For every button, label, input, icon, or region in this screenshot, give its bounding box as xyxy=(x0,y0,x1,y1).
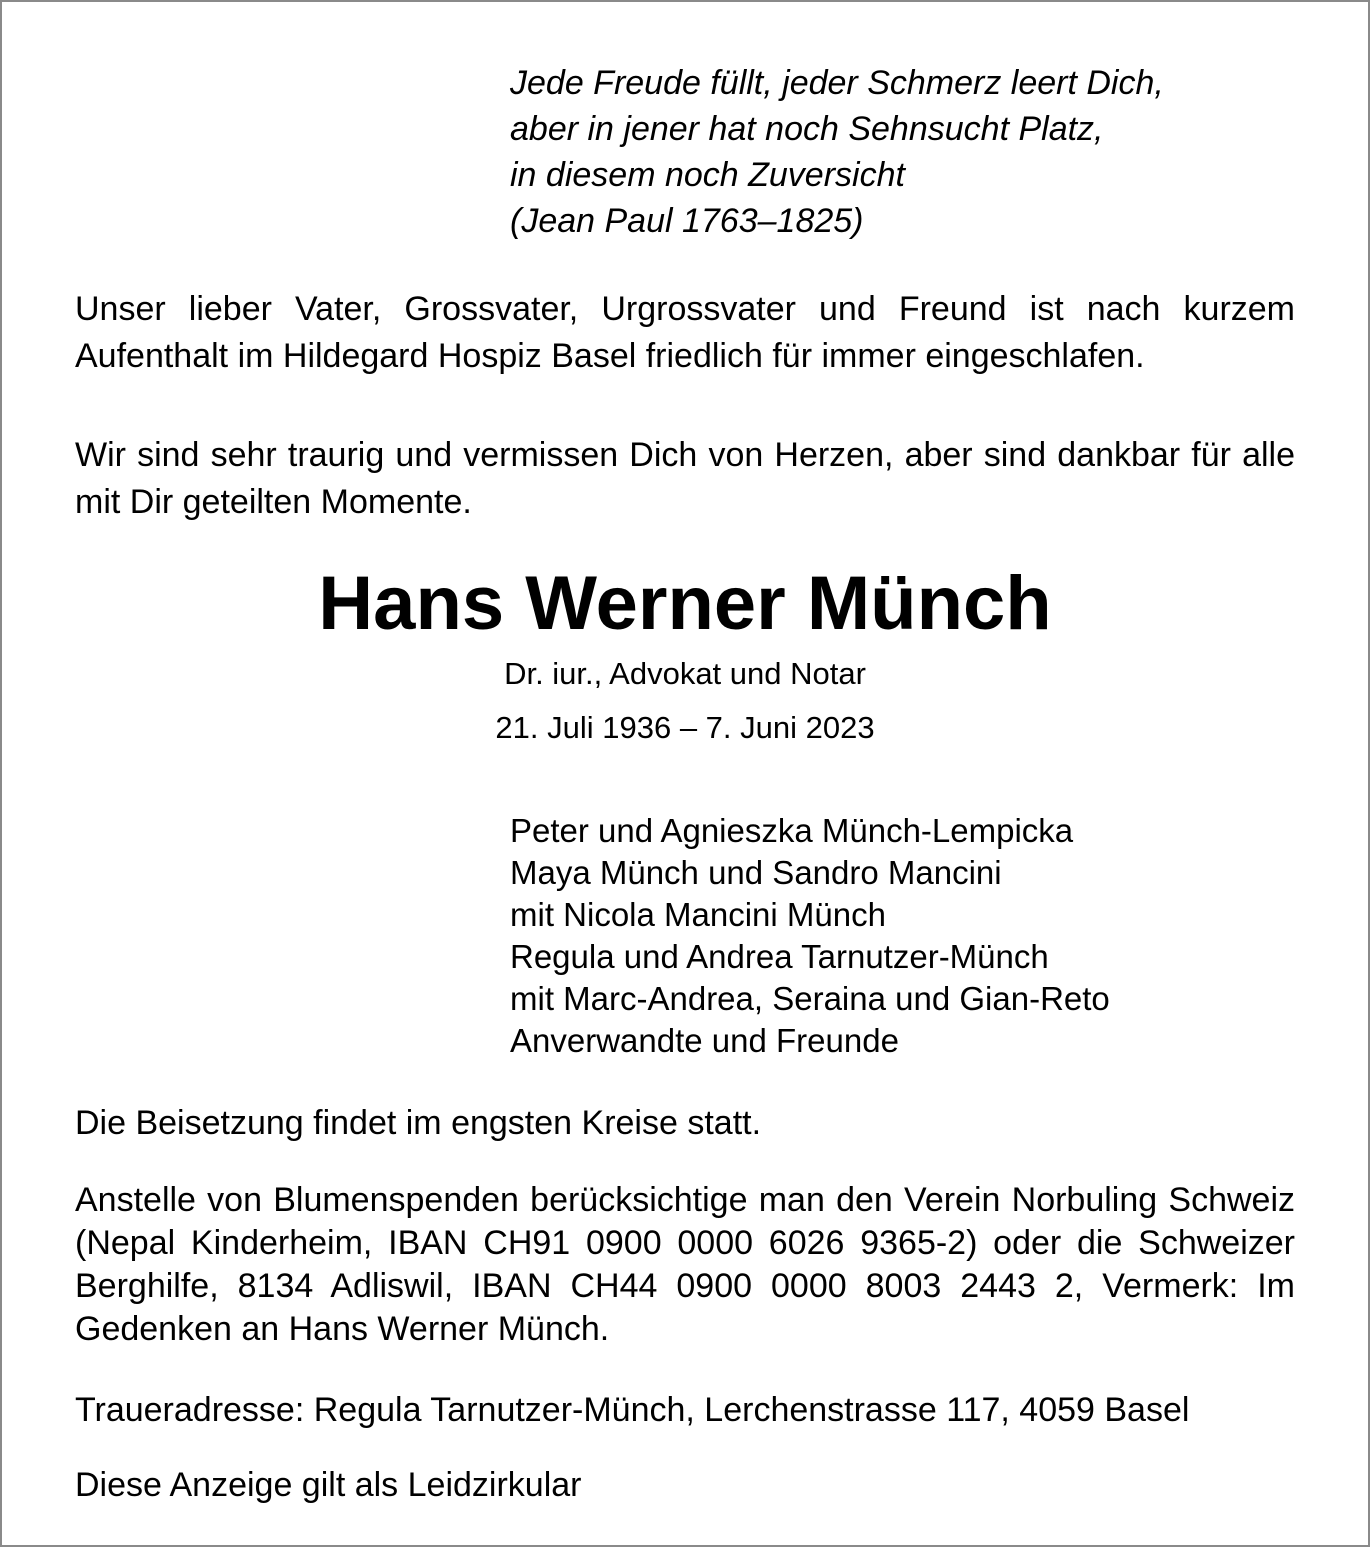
mourner-line-5: mit Marc-Andrea, Seraina und Gian-Reto xyxy=(510,980,1110,1017)
deceased-title: Dr. iur., Advokat und Notar xyxy=(504,656,866,691)
quote-line-1: Jede Freude füllt, jeder Schmerz leert Dich, xyxy=(510,64,1164,102)
mourners-list xyxy=(510,810,1308,1062)
mourner-line-3: mit Nicola Mancini Münch xyxy=(510,896,886,933)
intro-paragraph-1: Unser lieber Vater, Grossvater, Urgrossvater und Freund ist nach kurzem Aufenthalt im Hildegard Hospiz Basel friedlich für immer eingeschlafen. xyxy=(75,290,1295,375)
quote-line-2: aber in jener hat noch Sehnsucht Platz, xyxy=(510,110,1104,148)
donation-note: Anstelle von Blumenspenden berücksichtige man den Verein Norbuling Schweiz (Nepal Kinderheim, IBAN CH91 0900 0000 6026 9365-2) oder die Schweizer Berghilfe, 8134 Adliswil, IBAN CH44 0900 0000 8003 2443 2, Vermerk: Im Gedenken an Hans Werner Münch. xyxy=(75,1181,1295,1348)
circular-note: Diese Anzeige gilt als Leidzirkular xyxy=(75,1466,582,1504)
deceased-name: Hans Werner Münch xyxy=(318,561,1052,646)
intro-paragraph-2: Wir sind sehr traurig und vermissen Dich von Herzen, aber sind dankbar für alle mit Dir geteilten Momente. xyxy=(75,436,1295,521)
life-dates: 21. Juli 1936 – 7. Juni 2023 xyxy=(495,710,875,745)
quote-line-3: in diesem noch Zuversicht xyxy=(510,156,905,194)
mourner-line-6: Anverwandte und Freunde xyxy=(510,1022,899,1059)
funeral-note: Die Beisetzung findet im engsten Kreise statt. xyxy=(75,1104,762,1142)
quote-attribution: (Jean Paul 1763–1825) xyxy=(510,202,864,240)
epigraph-quote xyxy=(510,60,1308,244)
mourner-line-2: Maya Münch und Sandro Mancini xyxy=(510,854,1002,891)
mourner-line-1: Peter und Agnieszka Münch-Lempicka xyxy=(510,812,1074,849)
mourner-line-4: Regula und Andrea Tarnutzer-Münch xyxy=(510,938,1049,975)
mourning-address: Traueradresse: Regula Tarnutzer-Münch, Lerchenstrasse 117, 4059 Basel xyxy=(75,1391,1190,1429)
